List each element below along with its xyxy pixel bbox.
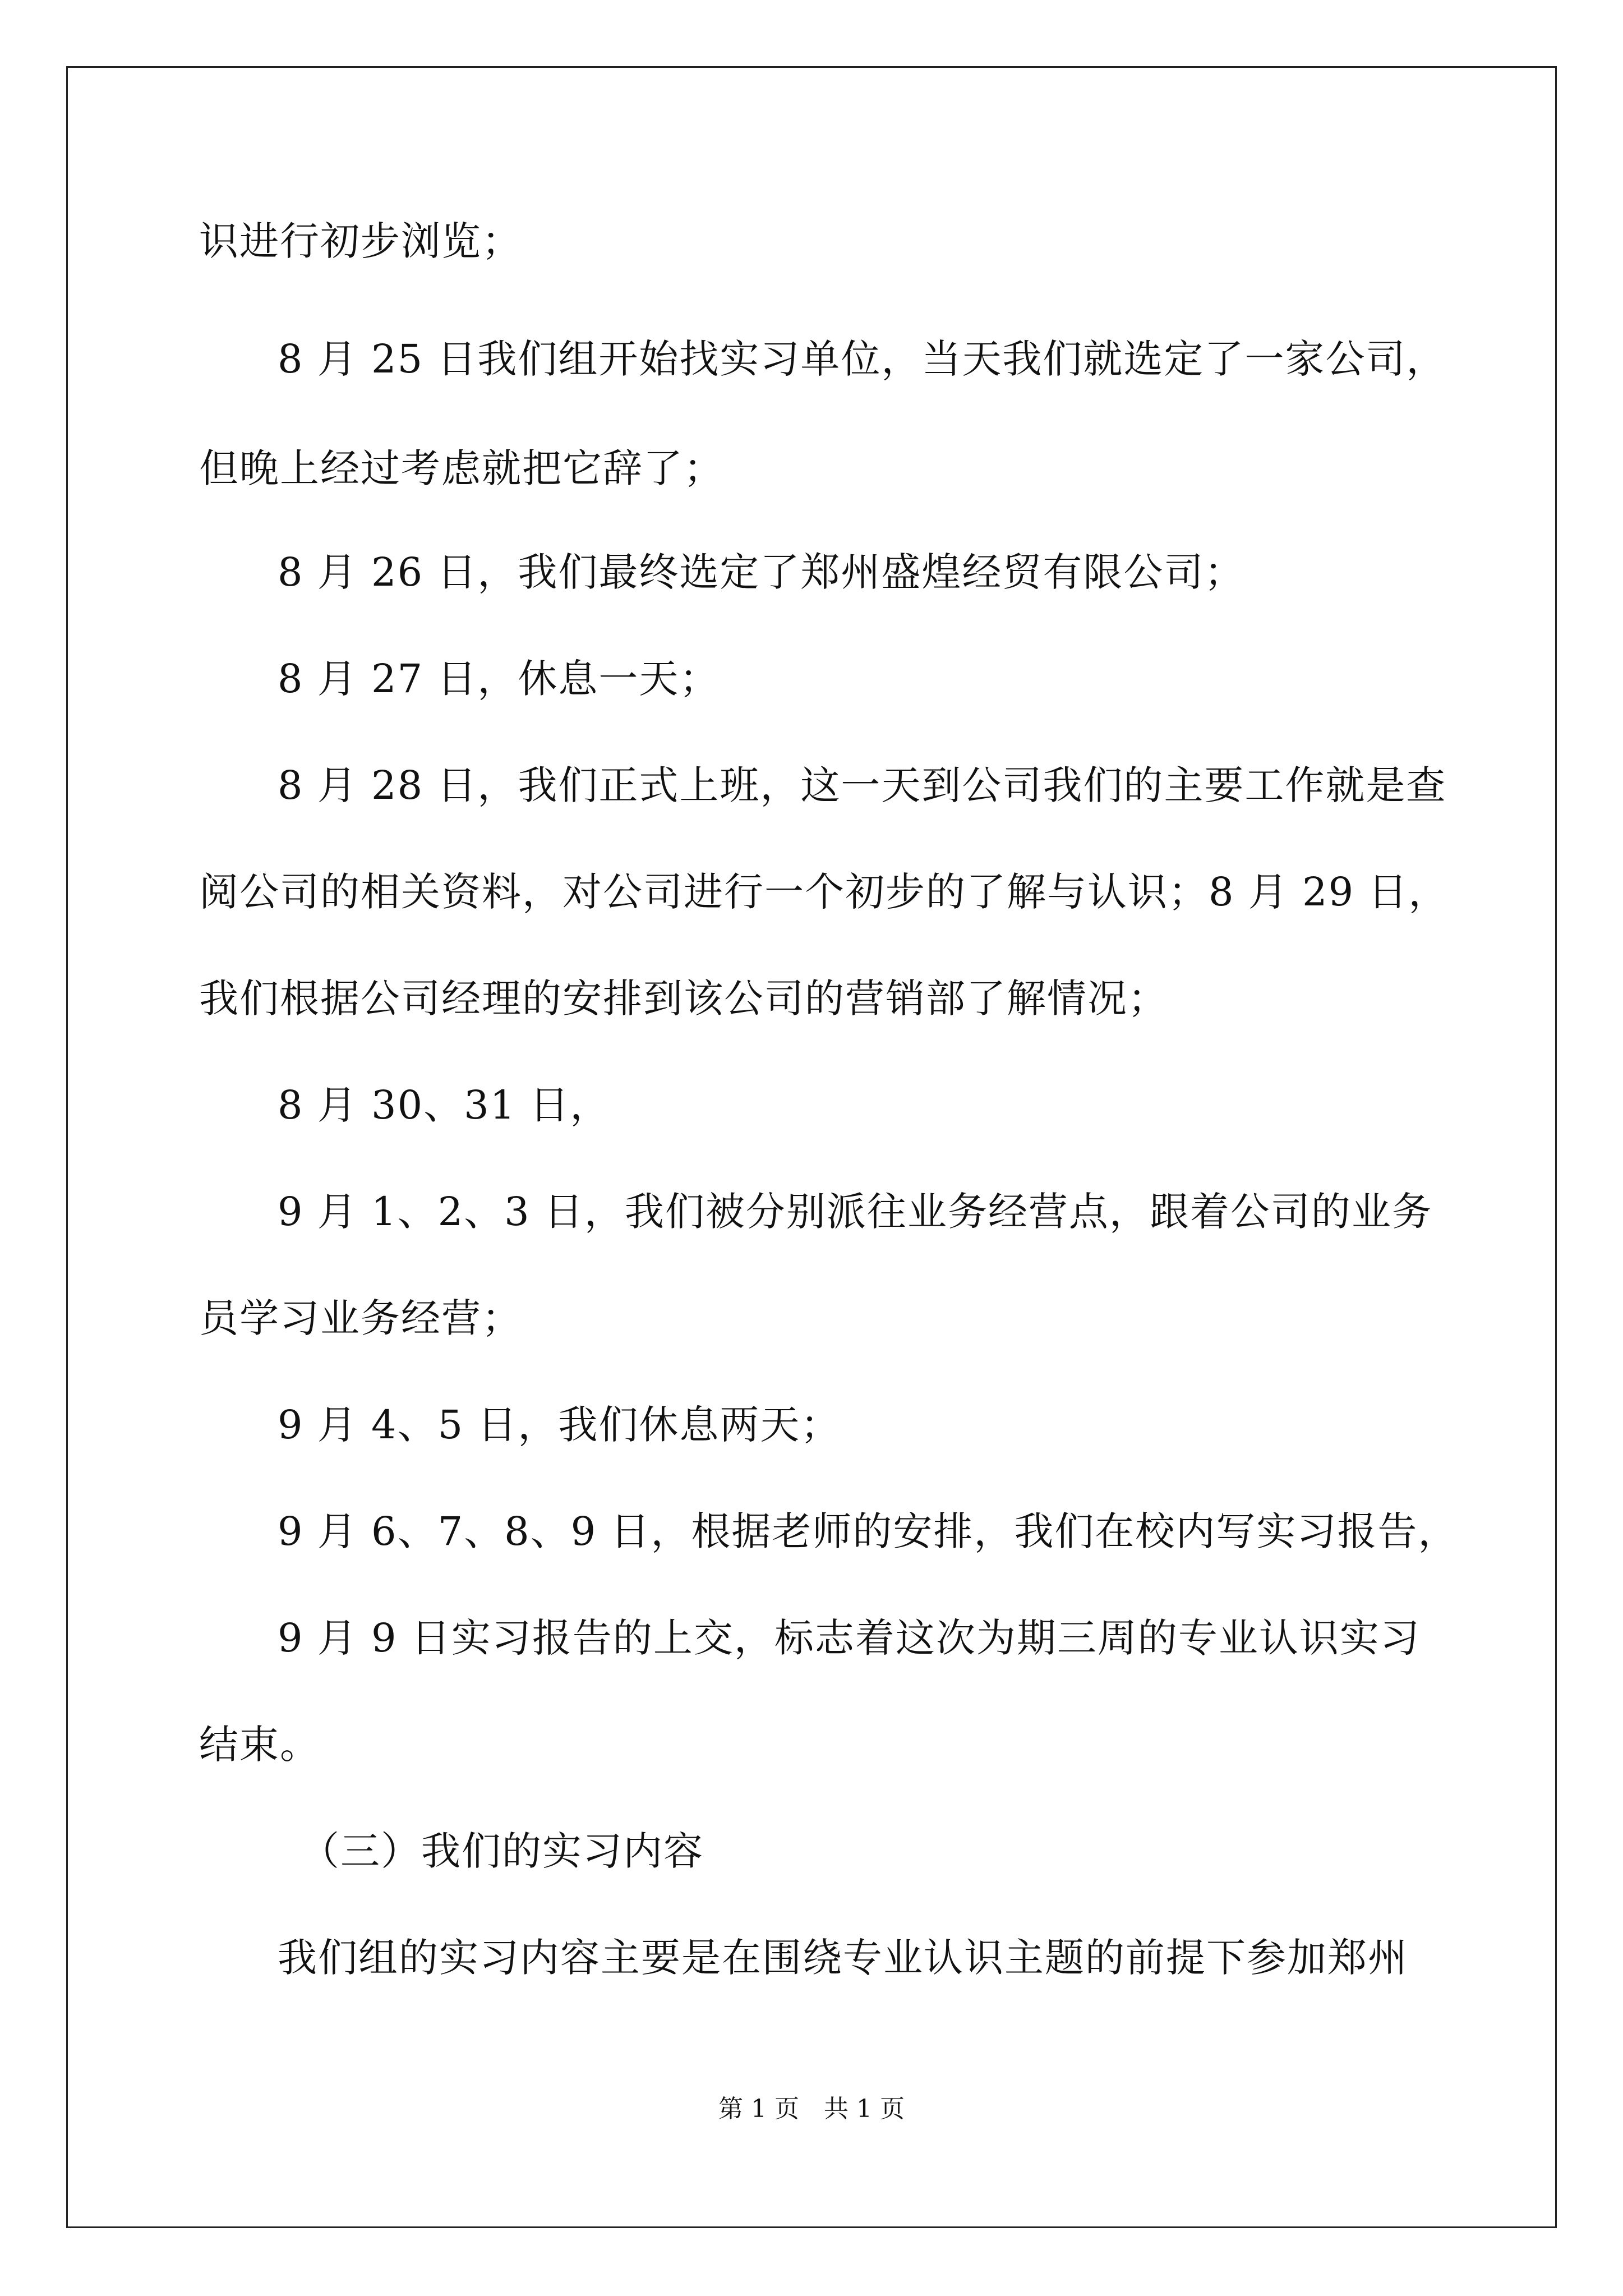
text-line: 8 月 27 日，休息一天； [278,656,720,702]
text-line: 8 月 28 日，我们正式上班，这一天到公司我们的主要工作就是查 [278,762,1447,808]
text-line: 员学习业务经营； [199,1295,522,1341]
text-line: 9 月 4、5 日，我们休息两天； [278,1402,841,1448]
text-line: 我们组的实习内容主要是在围绕专业认识主题的前提下参加郑州 [278,1935,1408,1981]
text-line: 8 月 30、31 日， [278,1082,611,1128]
text-line: 识进行初步浏览； [199,218,522,264]
text-line: 阅公司的相关资料，对公司进行一个初步的了解与认识；8 月 29 日， [199,869,1449,915]
text-line: 但晚上经过考虑就把它辞了； [199,445,724,491]
text-line: 8 月 25 日我们组开始找实习单位，当天我们就选定了一家公司， [278,336,1447,382]
page-border [66,66,1557,2228]
text-line: 9 月 9 日实习报告的上交，标志着这次为期三周的专业认识实习 [278,1615,1421,1661]
text-line: 9 月 1、2、3 日，我们被分别派往业务经营点，跟着公司的业务 [278,1189,1432,1235]
text-line: 9 月 6、7、8、9 日，根据老师的安排，我们在校内写实习报告， [278,1508,1459,1554]
text-line: 8 月 26 日，我们最终选定了郑州盛煌经贸有限公司； [278,549,1245,595]
section-heading: （三）我们的实习内容 [300,1828,704,1874]
text-line: 我们根据公司经理的安排到该公司的营销部了解情况； [199,976,1168,1022]
page-footer: 第 1 页 共 1 页 [718,2095,905,2123]
text-line: 结束。 [199,1722,320,1768]
